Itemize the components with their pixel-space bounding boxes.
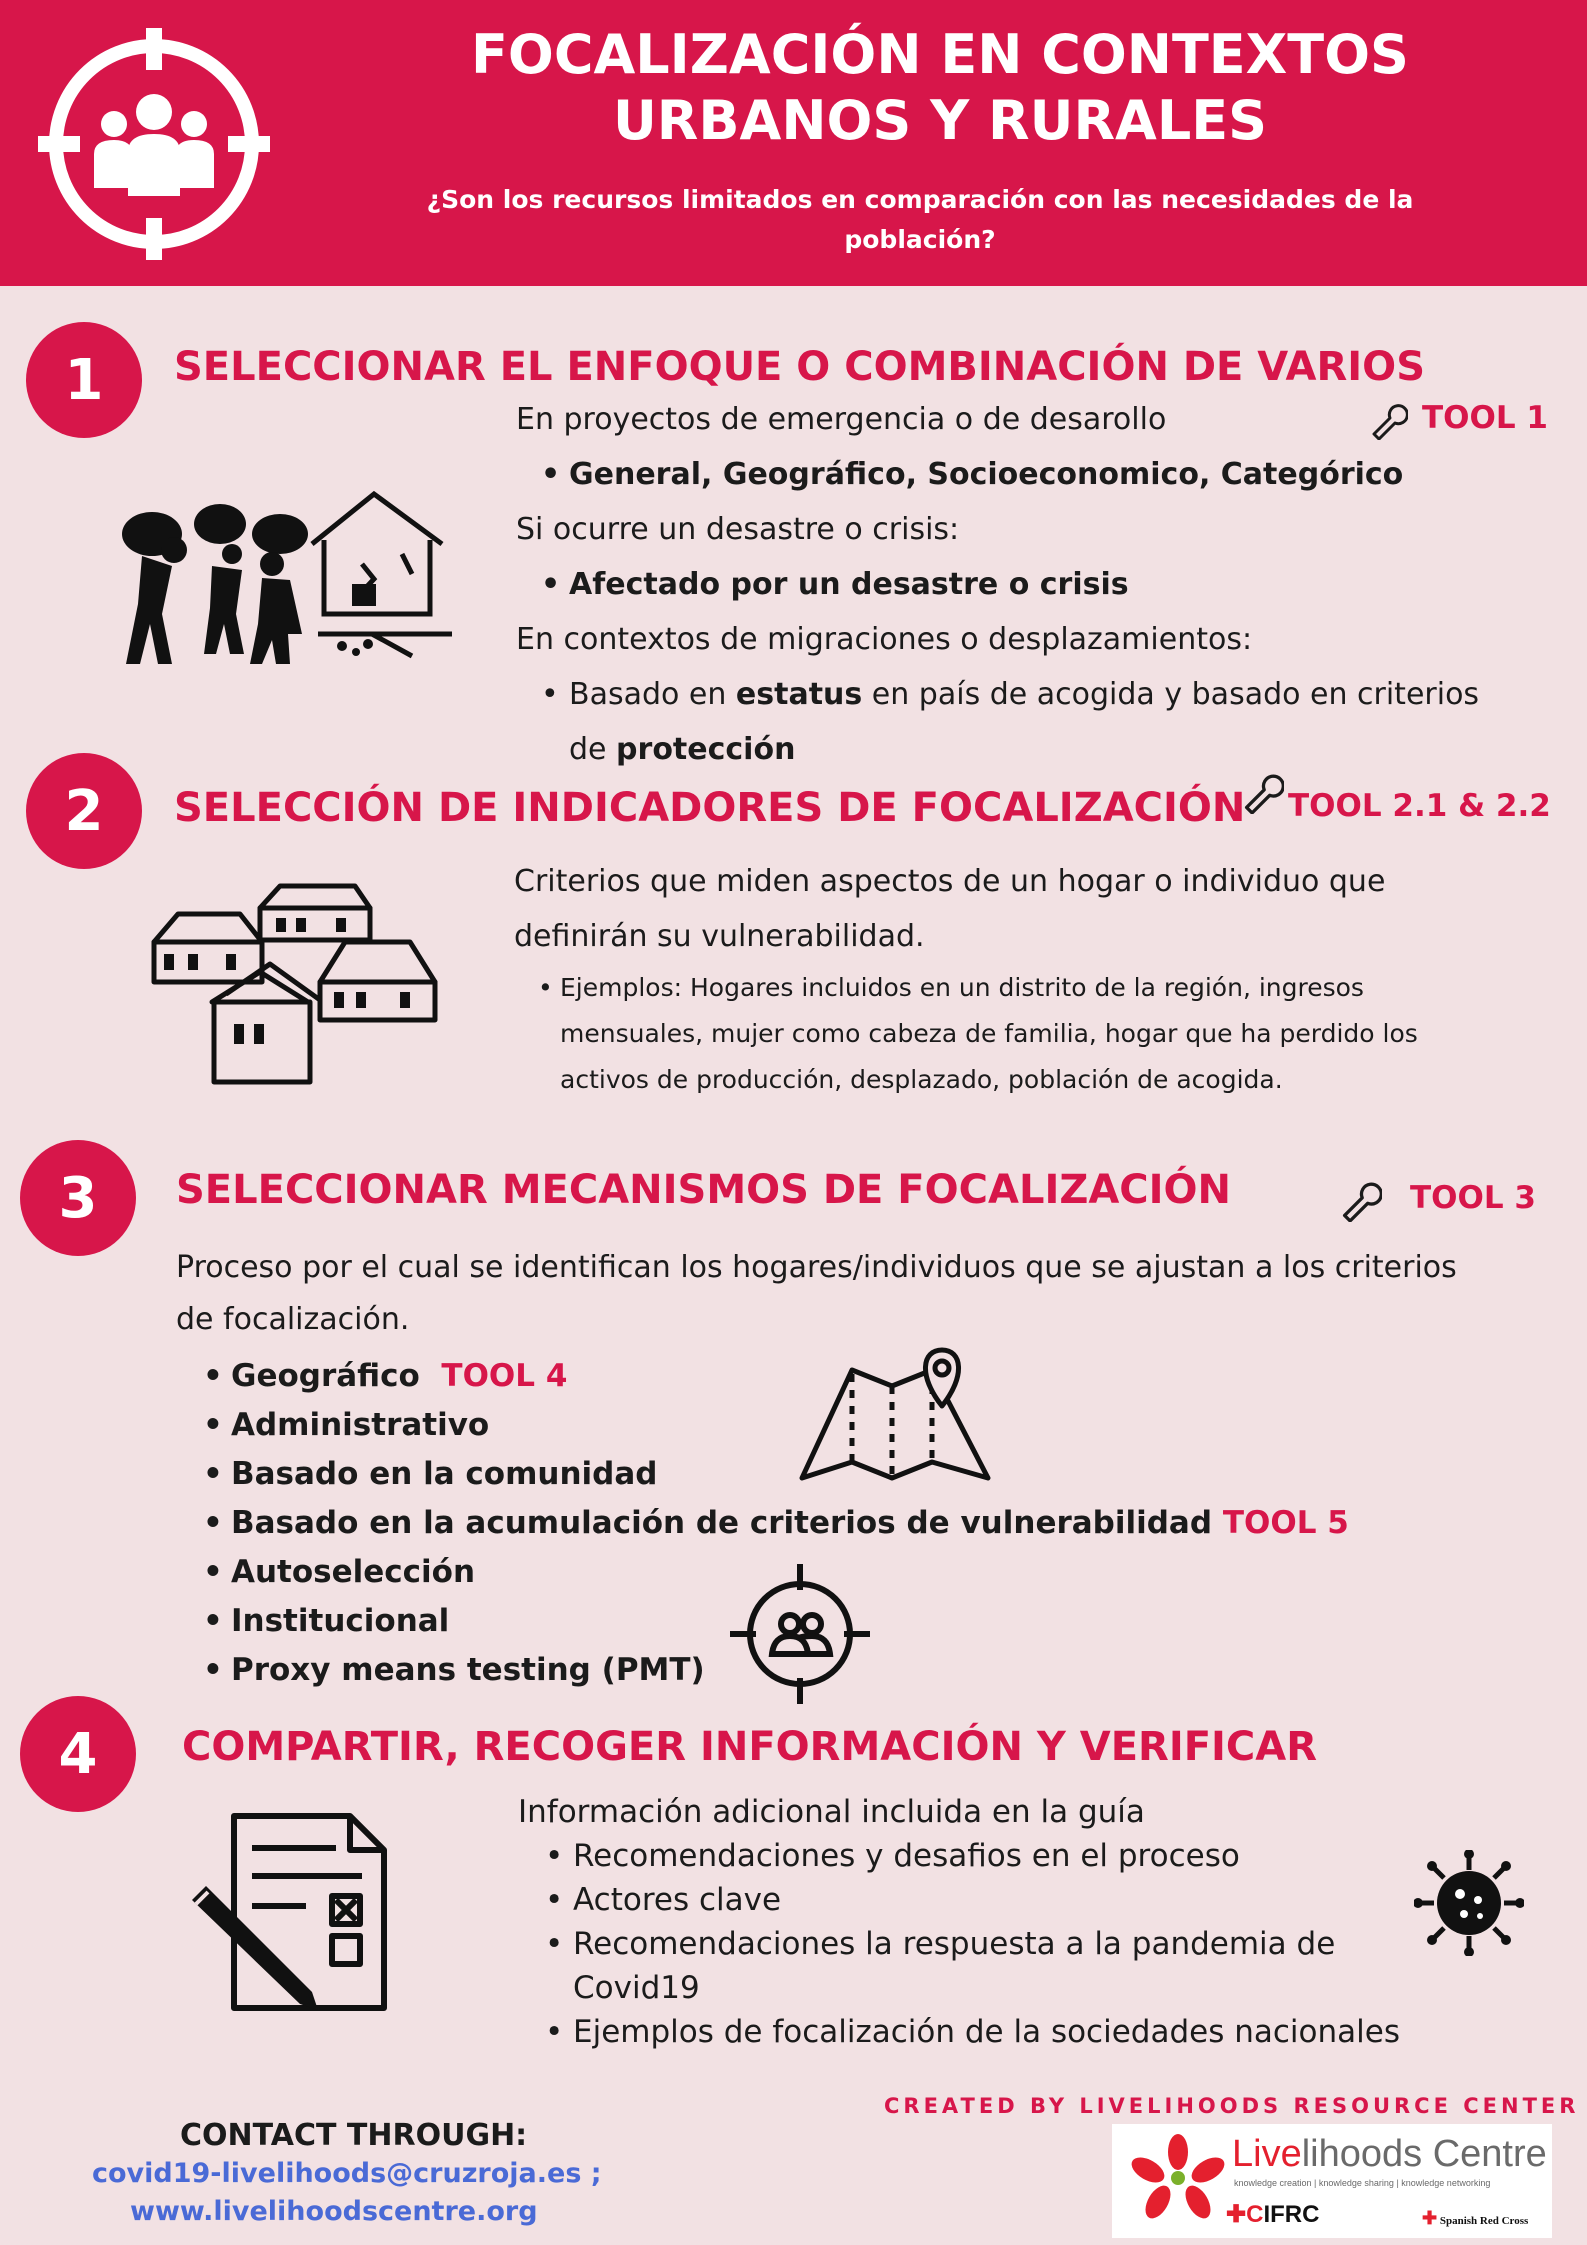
list-item-cont: Covid19	[573, 1970, 700, 2006]
contact-heading: CONTACT THROUGH:	[180, 2118, 528, 2153]
step-number-1: 1	[26, 322, 142, 438]
page-subtitle: ¿Son los recursos limitados en comparación con las necesidades de la población?	[426, 185, 1414, 254]
section4-intro: Información adicional incluida en la guía	[518, 1794, 1145, 1830]
section3-title: SELECCIONAR MECANISMOS DE FOCALIZACIÓN	[176, 1167, 1231, 1213]
livelihoods-centre-logo	[1112, 2124, 1552, 2238]
target-people-logo-icon	[38, 28, 270, 260]
list-item: • Recomendaciones y desafios en el proceso	[573, 1834, 1400, 1878]
list-item: • Ejemplos de focalización de la sociedades nacionales	[573, 2010, 1400, 2054]
wrench-icon	[1240, 770, 1284, 814]
displaced-people-illustration	[112, 484, 462, 674]
step-number-3: 3	[20, 1140, 136, 1256]
section3-text: Proceso por el cual se identifican los hogares/individuos que se ajustan a los criterios de focalización.	[176, 1250, 1457, 1337]
list-item: • Institucional	[231, 1597, 1349, 1646]
section2-title: SELECCIÓN DE INDICADORES DE FOCALIZACIÓN	[174, 785, 1246, 831]
section1-bullet2: • Afectado por un desastre o crisis	[569, 557, 1129, 612]
virus-icon	[1414, 1850, 1524, 1956]
list-item: • Geográfico TOOL 4	[231, 1352, 1349, 1401]
wrench-icon	[1368, 400, 1408, 440]
section2-text: Criterios que miden aspectos de un hogar o individuo que definirán su vulnerabilidad.	[514, 864, 1386, 954]
section2-examples: • Ejemplos: Hogares incluidos en un distrito de la región, ingresos mensuales, mujer como cabeza de familia, hogar que ha perdido los activos de producción, desplazado, población de acogida.	[538, 973, 1418, 1094]
wrench-icon	[1338, 1178, 1382, 1222]
list-item: • Proxy means testing (PMT)	[231, 1646, 1349, 1695]
section1-line3: En contextos de migraciones o desplazamientos:	[516, 622, 1253, 657]
list-item: • Basado en la comunidad	[231, 1450, 1349, 1499]
list-item: • Basado en la acumulación de criterios de vulnerabilidad TOOL 5	[231, 1499, 1349, 1548]
section1-bullet3: • Basado en estatus en país de acogida y basado en criterios	[569, 667, 1479, 722]
houses-illustration	[150, 878, 440, 1088]
logo-wordmark: Livelihoods Centre	[1232, 2133, 1547, 2175]
list-item: • Autoselección	[231, 1548, 1349, 1597]
contact-email-link[interactable]: covid19-livelihoods@cruzroja.es ;	[92, 2158, 602, 2189]
livelihoods-flower-icon	[1118, 2130, 1238, 2230]
logo-tagline: knowledge creation | knowledge sharing | knowledge networking	[1234, 2178, 1491, 2188]
step-number-4: 4	[20, 1696, 136, 1812]
ifrc-logo: ✚CIFRC	[1226, 2201, 1320, 2228]
map-pin-icon	[798, 1346, 992, 1486]
tool4-link[interactable]: TOOL 4	[441, 1358, 568, 1394]
spanish-red-cross-logo: ✚ Spanish Red Cross	[1422, 2208, 1529, 2228]
section4-title: COMPARTIR, RECOGER INFORMACIÓN Y VERIFICAR	[182, 1724, 1318, 1770]
list-item: • Administrativo	[231, 1401, 1349, 1450]
section2-tool-link[interactable]: TOOL 2.1 & 2.2	[1288, 788, 1551, 824]
created-by-credit: CREATED BY LIVELIHOODS RESOURCE CENTER	[884, 2094, 1580, 2118]
section3-tool-link[interactable]: TOOL 3	[1410, 1180, 1536, 1216]
list-item: • Recomendaciones la respuesta a la pandemia de	[573, 1922, 1400, 1966]
contact-website-link[interactable]: www.livelihoodscentre.org	[130, 2196, 538, 2227]
list-item: • Actores clave	[573, 1878, 1400, 1922]
section1-title: SELECCIONAR EL ENFOQUE O COMBINACIÓN DE VARIOS	[174, 344, 1425, 390]
step-number-2: 2	[26, 753, 142, 869]
tool5-link[interactable]: TOOL 5	[1222, 1505, 1349, 1541]
section4-list	[573, 1834, 1400, 2054]
section1-line1: En proyectos de emergencia o de desarollo	[516, 402, 1167, 437]
section1-bullet1: • General, Geográfico, Socioeconomico, Categórico	[569, 447, 1403, 502]
section1-tool-link[interactable]: TOOL 1	[1422, 400, 1548, 436]
page-title: FOCALIZACIÓN EN CONTEXTOS URBANOS Y RURALES	[471, 23, 1409, 152]
section1-line2: Si ocurre un desastre o crisis:	[516, 512, 960, 547]
checklist-document-icon	[186, 1812, 396, 2012]
target-people-icon	[730, 1564, 870, 1704]
section1-bullet3-cont: de protección	[569, 732, 796, 767]
